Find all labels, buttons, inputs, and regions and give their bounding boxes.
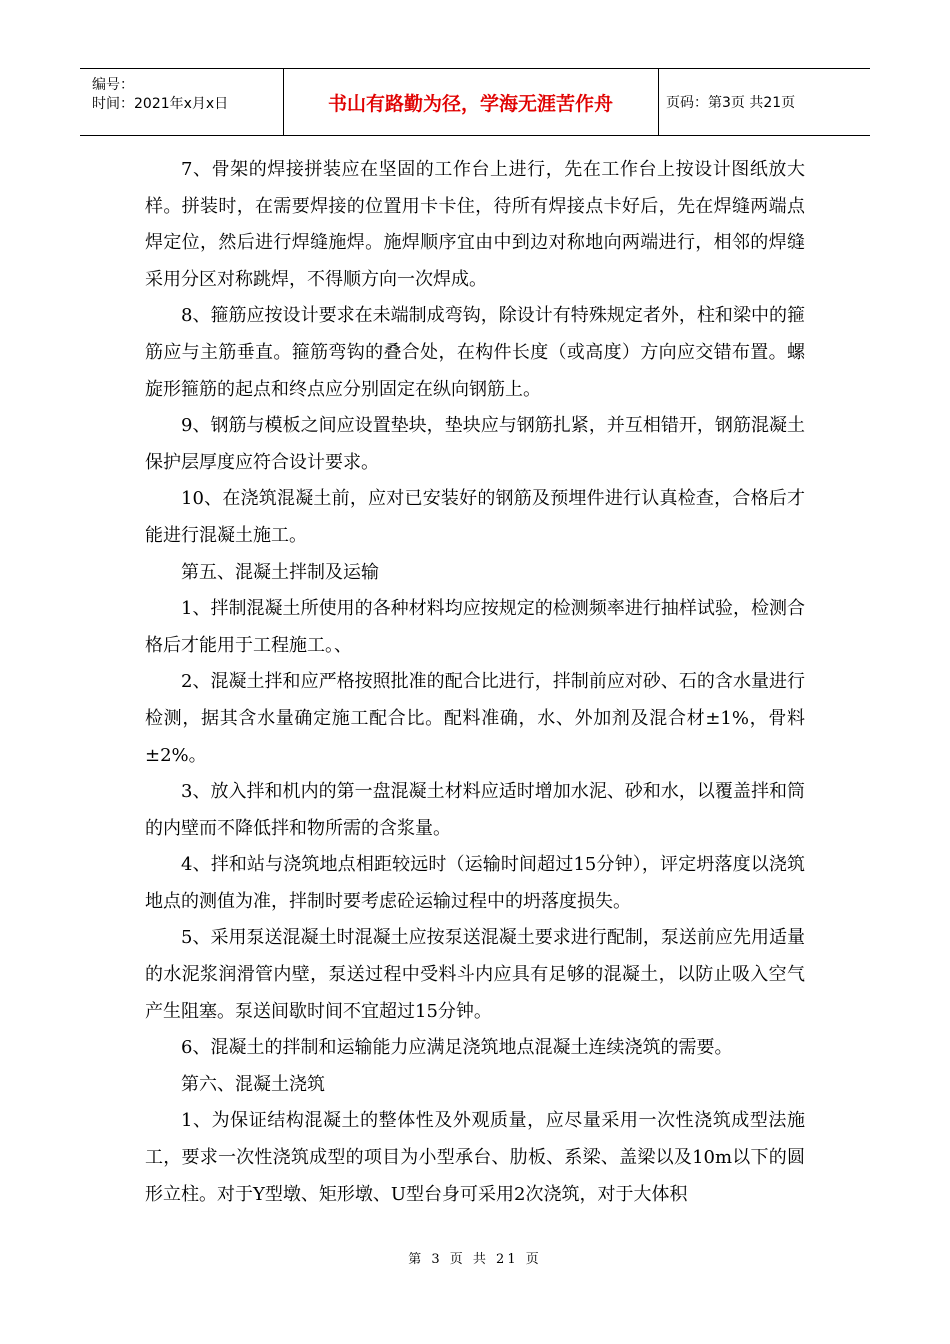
page-header <box>80 68 870 136</box>
paragraph-one-time-pouring: 1、为保证结构混凝土的整体性及外观质量，应尽量采用一次性浇筑成型法施工，要求一次性浇筑成型的项目为小型承台、肋板、系梁、盖梁以及10m以下的圆形立柱。对于Y型墩、矩形墩、U型台身可采用2次浇筑，对于大体积 <box>145 1110 805 1205</box>
header-motto-cell <box>283 69 659 135</box>
header-motto: 书山有路勤为径，学海无涯苦作舟 <box>327 92 613 115</box>
paragraph-slump-distance: 4、拌和站与浇筑地点相距较远时（运输时间超过15分钟），评定坍落度以浇筑地点的测值为准，拌制时要考虑砼运输过程中的坍落度损失。 <box>145 854 805 912</box>
section-heading-mixing-transport: 第五、混凝土拌制及运输 <box>181 561 379 583</box>
paragraph-first-batch: 3、放入拌和机内的第一盘混凝土材料应适时增加水泥、砂和水，以覆盖拌和筒的内壁而不降低拌和物所需的含浆量。 <box>145 781 805 839</box>
section-heading-pouring: 第六、混凝土浇筑 <box>181 1073 325 1095</box>
paragraph-material-sampling: 1、拌制混凝土所使用的各种材料均应按规定的检测频率进行抽样试验，检测合格后才能用于工程施工。、 <box>145 598 805 656</box>
document-body <box>145 152 805 1213</box>
paragraph-spacer-blocks: 9、钢筋与模板之间应设置垫块，垫块应与钢筋扎紧，并互相错开，钢筋混凝土保护层厚度应符合设计要求。 <box>145 415 805 473</box>
paragraph-stirrups: 8、箍筋应按设计要求在未端制成弯钩，除设计有特殊规定者外，柱和梁中的箍筋应与主筋垂直。箍筋弯钩的叠合处，在构件长度（或高度）方向应交错布置。螺旋形箍筋的起点和终点应分别固定在纵向钢筋上。 <box>145 305 805 400</box>
page-footer: 第 3 页 共 21 页 <box>408 1252 542 1267</box>
document-number-label: 编号： <box>92 77 134 93</box>
paragraph-mix-ratio: 2、混凝土拌和应严格按照批准的配合比进行，拌制前应对砂、石的含水量进行检测，据其含水量确定施工配合比。配料准确，水、外加剂及混合材±1%，骨料±2%。 <box>145 671 805 766</box>
paragraph-pumped-concrete: 5、采用泵送混凝土时混凝土应按泵送混凝土要求进行配制，泵送前应先用适量的水泥浆润滑管内壁，泵送过程中受料斗内应具有足够的混凝土，以防止吸入空气产生阻塞。泵送间歇时间不宜超过15分钟。 <box>145 927 805 1022</box>
header-page-info: 页码：第3页 共21页 <box>666 95 796 111</box>
paragraph-rebar-welding: 7、骨架的焊接拼装应在坚固的工作台上进行，先在工作台上按设计图纸放大样。拼装时，在需要焊接的位置用卡卡住，待所有焊接点卡好后，先在焊缝两端点焊定位，然后进行焊缝施焊。施焊顺序宜由中到边对称地向两端进行，相邻的焊缝采用分区对称跳焊，不得顺方向一次焊成。 <box>145 159 805 290</box>
document-time-label: 时间：2021年x月x日 <box>92 96 229 112</box>
paragraph-mixing-capacity: 6、混凝土的拌制和运输能力应满足浇筑地点混凝土连续浇筑的需要。 <box>181 1037 733 1059</box>
paragraph-pre-pour-inspection: 10、在浇筑混凝土前，应对已安装好的钢筋及预埋件进行认真检查，合格后才能进行混凝土施工。 <box>145 488 805 546</box>
header-meta-cell <box>80 69 284 135</box>
